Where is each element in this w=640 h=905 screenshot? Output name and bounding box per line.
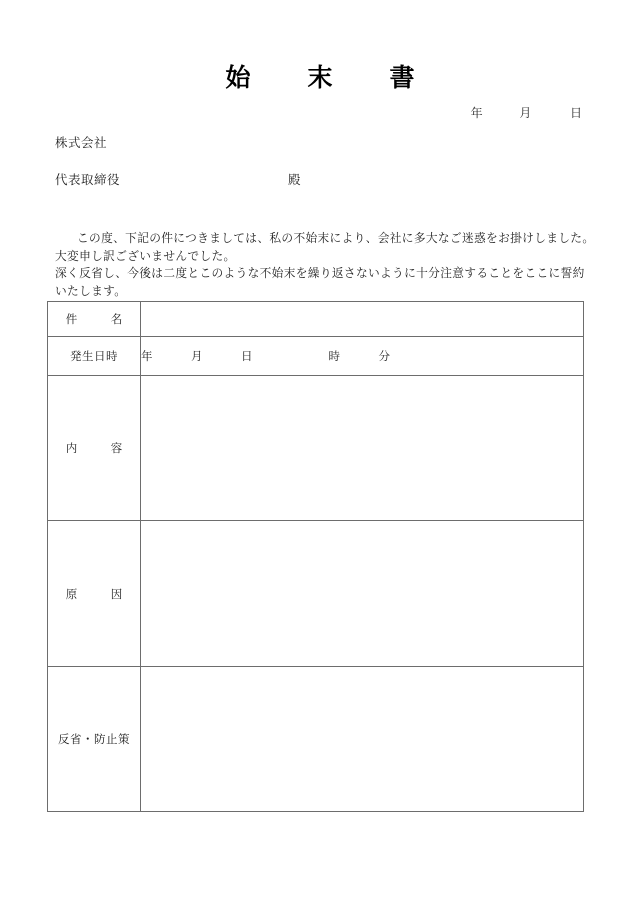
table-row [48,337,584,376]
body-line-4: いたします。 [55,283,127,298]
table-row [48,667,584,812]
row-field-measures[interactable] [141,667,584,812]
table-row [48,302,584,337]
header-date-line [471,104,583,121]
row-field-cause[interactable] [141,521,584,667]
body-line-2: 大変申し訳ございませんでした。 [55,248,236,263]
addressee-role: 代表取締役 [55,172,121,187]
body-line-3: 深く反省し、今後は二度とこのような不始末を繰り返さないように十分注意することをここに誓約 [55,266,585,280]
row-field-subject[interactable] [141,302,584,337]
row-label-datetime: 発生日時 [48,337,141,376]
row-field-content[interactable] [141,376,584,521]
body-paragraph [55,230,595,300]
body-line-1: この度、下記の件につきましては、私の不始末により、会社に多大なご迷惑をお掛けしました。 [77,231,595,245]
header-year-label: 年 [470,106,484,120]
addressee-honorific: 殿 [288,172,302,187]
row-field-datetime[interactable]: 年 月 日 時 分 [141,337,584,376]
header-day-label: 日 [569,106,583,120]
table-row [48,376,584,521]
header-month-label: 月 [519,106,533,120]
row-label-subject: 件 名 [48,302,141,337]
row-label-cause: 原 因 [48,521,141,667]
table-row [48,521,584,667]
incident-form-table [47,301,584,812]
row-label-content: 内 容 [48,376,141,521]
page-title: 始 末 書 [225,63,431,92]
addressee-company: 株式会社 [55,135,108,150]
row-label-measures: 反省・防止策 [48,667,141,812]
